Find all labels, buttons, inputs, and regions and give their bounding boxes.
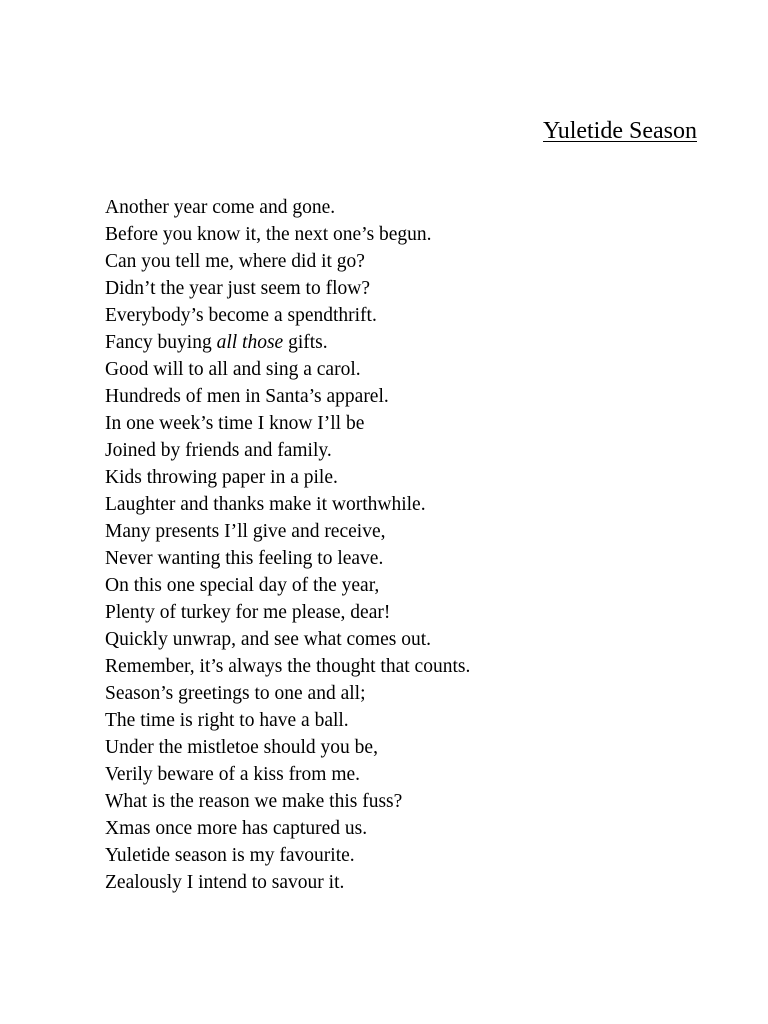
poem-line: Hundreds of men in Santa’s apparel. (105, 386, 389, 407)
poem-line: Yuletide season is my favourite. (105, 845, 355, 866)
poem-line: Never wanting this feeling to leave. (105, 548, 384, 569)
poem-line-text: Fancy buying (105, 332, 217, 353)
poem-line: Many presents I’ll give and receive, (105, 521, 386, 542)
poem-line: Plenty of turkey for me please, dear! (105, 602, 391, 623)
poem-line: What is the reason we make this fuss? (105, 791, 403, 812)
poem-line: Quickly unwrap, and see what comes out. (105, 629, 431, 650)
poem-line: Xmas once more has captured us. (105, 818, 368, 839)
poem-line: The time is right to have a ball. (105, 710, 349, 731)
poem-line: Everybody’s become a spendthrift. (105, 305, 377, 326)
poem-line: Under the mistletoe should you be, (105, 737, 378, 758)
poem-line: Good will to all and sing a carol. (105, 359, 361, 380)
poem-line: On this one special day of the year, (105, 575, 380, 596)
poem-title: Yuletide Season (543, 118, 697, 144)
poem-line: Before you know it, the next one’s begun. (105, 224, 432, 245)
poem-line: Joined by friends and family. (105, 440, 332, 461)
poem-line: Laughter and thanks make it worthwhile. (105, 494, 426, 515)
poem-line (105, 329, 470, 356)
poem-line: Kids throwing paper in a pile. (105, 467, 338, 488)
poem-body (105, 194, 470, 896)
poem-line: In one week’s time I know I’ll be (105, 413, 365, 434)
poem-line: Zealously I intend to savour it. (105, 872, 345, 893)
poem-line: Season’s greetings to one and all; (105, 683, 366, 704)
poem-line: Didn’t the year just seem to flow? (105, 278, 370, 299)
poem-line: Verily beware of a kiss from me. (105, 764, 361, 785)
poem-line: Can you tell me, where did it go? (105, 251, 365, 272)
poem-line: Remember, it’s always the thought that counts. (105, 656, 471, 677)
poem-line-emphasis: all those (216, 332, 284, 353)
poem-line: Another year come and gone. (105, 197, 336, 218)
poem-line-text: gifts. (283, 332, 328, 353)
